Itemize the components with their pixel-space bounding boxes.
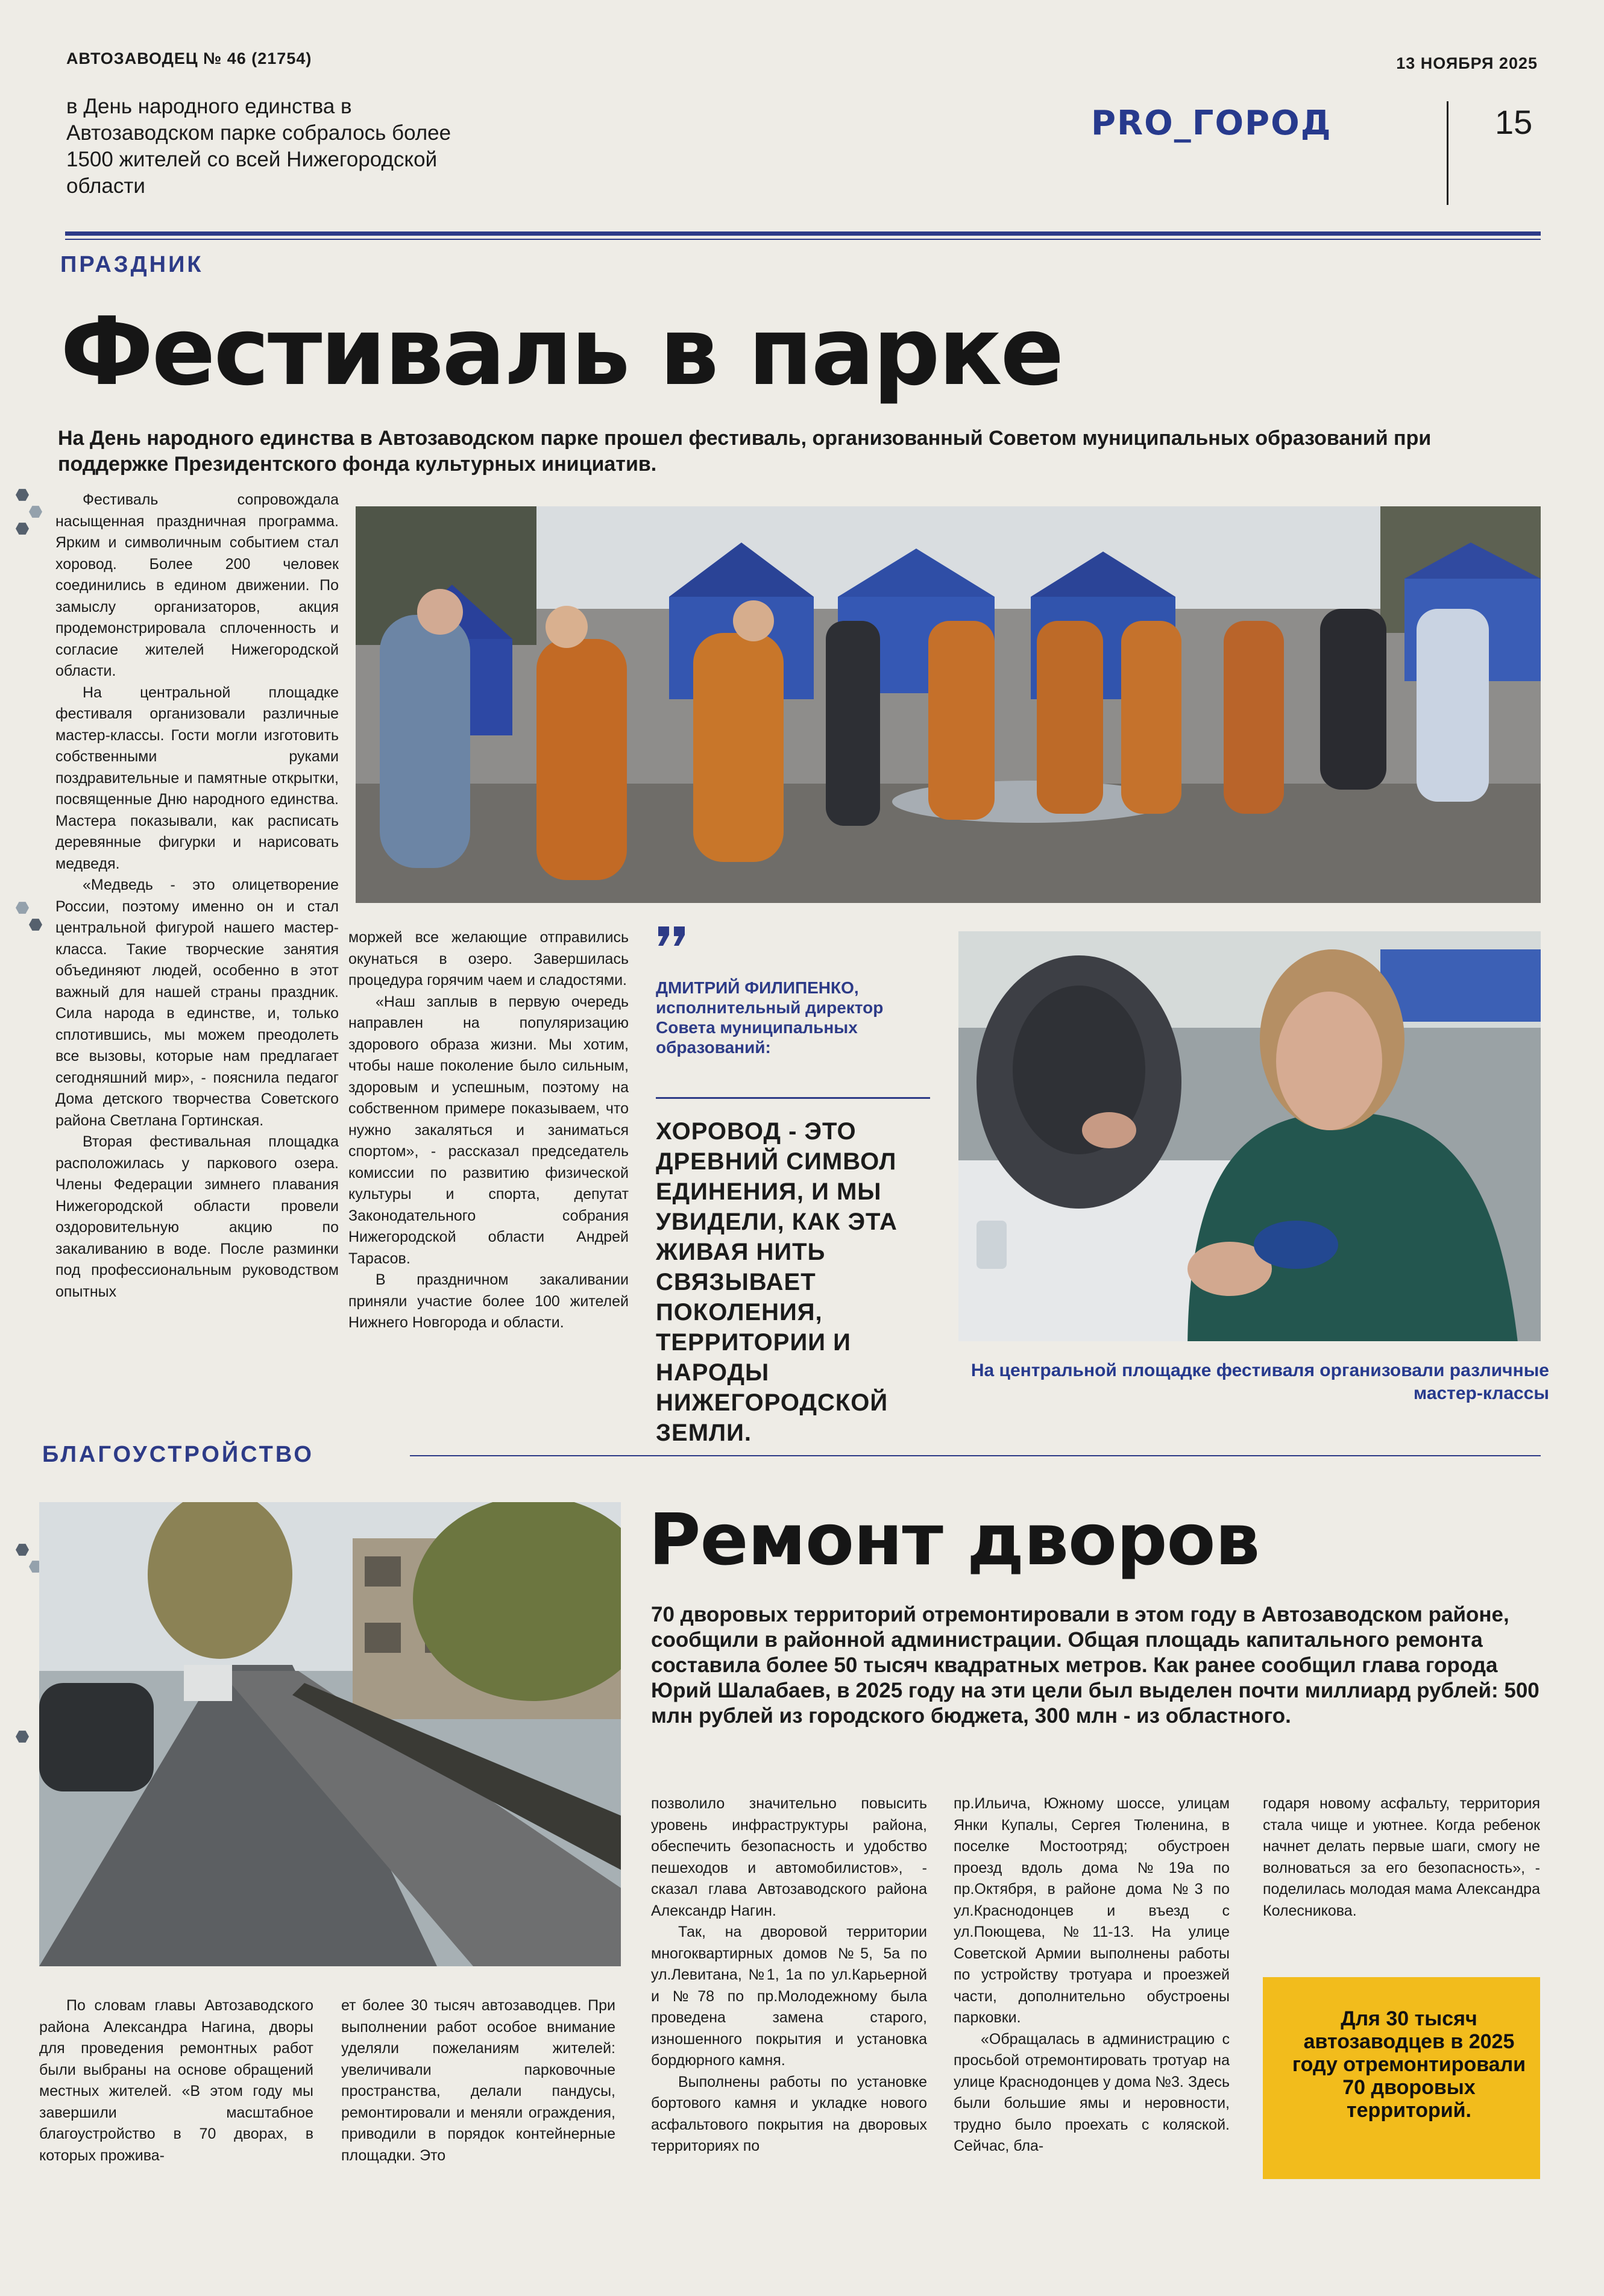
hexagon-ornament-icon: [29, 918, 42, 931]
paragraph: Вторая фестивальная площадка расположилась у паркового озера. Члены Федерации зимнего плавания Нижегородской области провели оздоровительную акцию по закаливанию в воде. После разминки под профессиональным руководством опытных: [55, 1133, 339, 1300]
paragraph: ет более 30 тысяч автозаводцев. При выполнении работ особое внимание уделяли пожеланиям жителей: увеличивали парковочные пространства, делали пандусы, ремонтировали и меняли ограждения, приводили в порядок контейнерные площадки. Это: [341, 1997, 615, 2164]
quote-mark-icon: [656, 924, 687, 948]
paragraph: Так, на дворовой территории многоквартирных домов №5, 5а по ул.Левитана, №1, 1а по ул.Карьерной и №78 по пр.Молодежному была проведена замена старого, изношенного покрытия и установка бордюрного камня.: [651, 1923, 927, 2069]
article2-lead: 70 дворовых территорий отремонтировали в этом году в Автозаводском районе, сообщили в районной администрации. Общая площадь капитального ремонта составила более 50 тысяч квадратных метров. Как ранее сообщил глава города Юрий Шалабаев, в 2025 году на эти цели был выделен почти миллиард рублей: 500 млн рублей из городского бюджета, 300 млн - из областного.: [651, 1603, 1540, 1728]
pull-quote: ХОРОВОД - ЭТО ДРЕВНИЙ СИМВОЛ ЕДИНЕНИЯ, И МЫ УВИДЕЛИ, КАК ЭТА ЖИВАЯ НИТЬ СВЯЗЫВАЕТ ПОКОЛЕНИЯ, ТЕРРИТОРИИ И НАРОДЫ НИЖЕГОРОДСКОЙ ЗЕМЛИ.: [656, 1118, 898, 1446]
hexagon-ornament-icon: [16, 1543, 29, 1556]
article2-column-1: [39, 1995, 313, 2166]
promo-teaser: в День народного единства в Автозаводском парке собралось более 1500 жителей со всей Нижегородской области: [66, 95, 451, 198]
section-brand: PRO_ГОРОД: [1091, 104, 1332, 143]
paragraph: В праздничном закаливании приняли участие более 100 жителей Нижнего Новгорода и области.: [348, 1271, 629, 1331]
article1-column-2: [348, 927, 629, 1334]
top-rule-thin: [65, 239, 1541, 240]
quote-divider: [656, 1097, 930, 1099]
paragraph: Фестиваль сопровождала насыщенная праздничная программа. Ярким и символичным событием стал хоровод. Более 200 человек соединились в едином движении. По замыслу организаторов, акция продемонстрировала сплоченность и согласие жителей Нижегородской области.: [55, 491, 339, 679]
paragraph: «Наш заплыв в первую очередь направлен на популяризацию здорового образа жизни. Мы хотим, чтобы наше поколение было сильным, здоровым и успешным, поэтому на собственном примере показываем, что нужно закаляться и заниматься спортом», - рассказал председатель комиссии по развитию физической культуры и спорта, депутат Законодательного собрания Нижегородской области Андрей Тарасов.: [348, 993, 629, 1267]
header-divider: [1447, 101, 1448, 205]
section-rule: [410, 1455, 1541, 1456]
article1-column-1: [55, 489, 339, 1303]
hexagon-ornament-icon: [16, 901, 29, 914]
quote-attribution: [656, 978, 939, 1057]
issue-number: АВТОЗАВОДЕЦ № 46 (21754): [66, 49, 312, 68]
hexagon-ornament-icon: [16, 1730, 29, 1743]
rubric-holiday: ПРАЗДНИК: [60, 252, 204, 277]
paragraph: Выполнены работы по установке бортового камня и укладке нового асфальтового покрытия на дворовых территориях по: [651, 2073, 927, 2154]
hexagon-ornament-icon: [16, 488, 29, 502]
paragraph: По словам главы Автозаводского района Александра Нагина, дворы для проведения ремонтных работ были выбраны на основе обращений местных жителей. «В этом году мы завершили масштабное благоустройство в 70 дворах, в которых прожива-: [39, 1997, 313, 2164]
top-rule: [65, 231, 1541, 236]
hexagon-ornament-icon: [16, 522, 29, 535]
article2-column-5: [1263, 1793, 1540, 1922]
quote-author: ДМИТРИЙ ФИЛИПЕНКО,: [656, 978, 859, 997]
paragraph: годаря новому асфальту, территория стала чище и уютнее. Когда ребенок начнет делать первые шаги, смогу не волноваться за его безопасность», - поделилась молодая мама Александра Колесникова.: [1263, 1795, 1540, 1919]
hexagon-ornament-icon: [29, 505, 42, 518]
article1-lead: На День народного единства в Автозаводском парке прошел фестиваль, организованный Советом муниципальных образований при поддержке Президентского фонда культурных инициатив.: [58, 427, 1432, 476]
paragraph: «Медведь - это олицетворение России, поэтому именно он и стал центральной фигурой нашего мастер-класса. Такие творческие занятия объединяют людей, особенно в этот важный для нашей страны праздник. Сила народа в единстве, и, только сплотившись, мы можем преодолеть все вызовы, которые нам предлагает сегодняшний мир», - пояснила педагог Дома детского творчества Советского района Светлана Гортинская.: [55, 876, 339, 1129]
article2-title: Ремонт дворов: [649, 1498, 1260, 1581]
paragraph: «Обращалась в администрацию с просьбой отремонтировать тротуар на улице Краснодонцев у дома №3. Здесь были большие ямы и неровности, трудно было проехать с коляской. Сейчас, бла-: [954, 2030, 1230, 2154]
issue-date: 13 НОЯБРЯ 2025: [1396, 54, 1538, 72]
paragraph: пр.Ильича, Южному шоссе, улицам Янки Купалы, Сергея Тюленина, в поселке Мостоотряд; обустроен проезд вдоль дома №19а по пр.Октября, в районе дома №3 по ул.Краснодонцев и въезд с ул.Поющева, №11-13. На улице Советской Армии выполнены работы по устройству тротуара и проезжей части, дополнительно обустроены парковки.: [954, 1795, 1230, 2026]
paragraph: позволило значительно повысить уровень инфраструктуры района, обеспечить безопасность и удобство пешеходов и автомобилистов», - сказал глава Автозаводского района Александр Нагин.: [651, 1795, 927, 1919]
rubric-improvement: БЛАГОУСТРОЙСТВО: [42, 1442, 326, 1468]
paragraph: На центральной площадке фестиваля организовали различные мастер-классы. Гости могли изготовить собственными руками поздравительные и памятные открытки, посвященные Дню народного единства. Мастера показывали, как расписать деревянные фигурки и нарисовать медведя.: [55, 684, 339, 872]
courtyard-photo: [39, 1502, 621, 1966]
khorovod-photo: [356, 506, 1541, 903]
quote-position: исполнительный директор Совета муниципальных образований:: [656, 998, 884, 1057]
master-class-photo: [958, 931, 1541, 1341]
page-number: 15: [1495, 103, 1533, 141]
photo-caption: На центральной площадке фестиваля организовали различные мастер-классы: [970, 1360, 1549, 1403]
article2-column-2: [341, 1995, 615, 2166]
highlight-text: Для 30 тысяч автозаводцев в 2025 году отремонтировали 70 дворовых территорий.: [1292, 2007, 1526, 2122]
paragraph: моржей все желающие отправились окунаться в озеро. Завершилась процедура горячим чаем и сладостями.: [348, 929, 629, 989]
article2-column-4: [954, 1793, 1230, 2157]
article2-column-3: [651, 1793, 927, 2157]
article1-title: Фестиваль в парке: [60, 297, 1063, 406]
